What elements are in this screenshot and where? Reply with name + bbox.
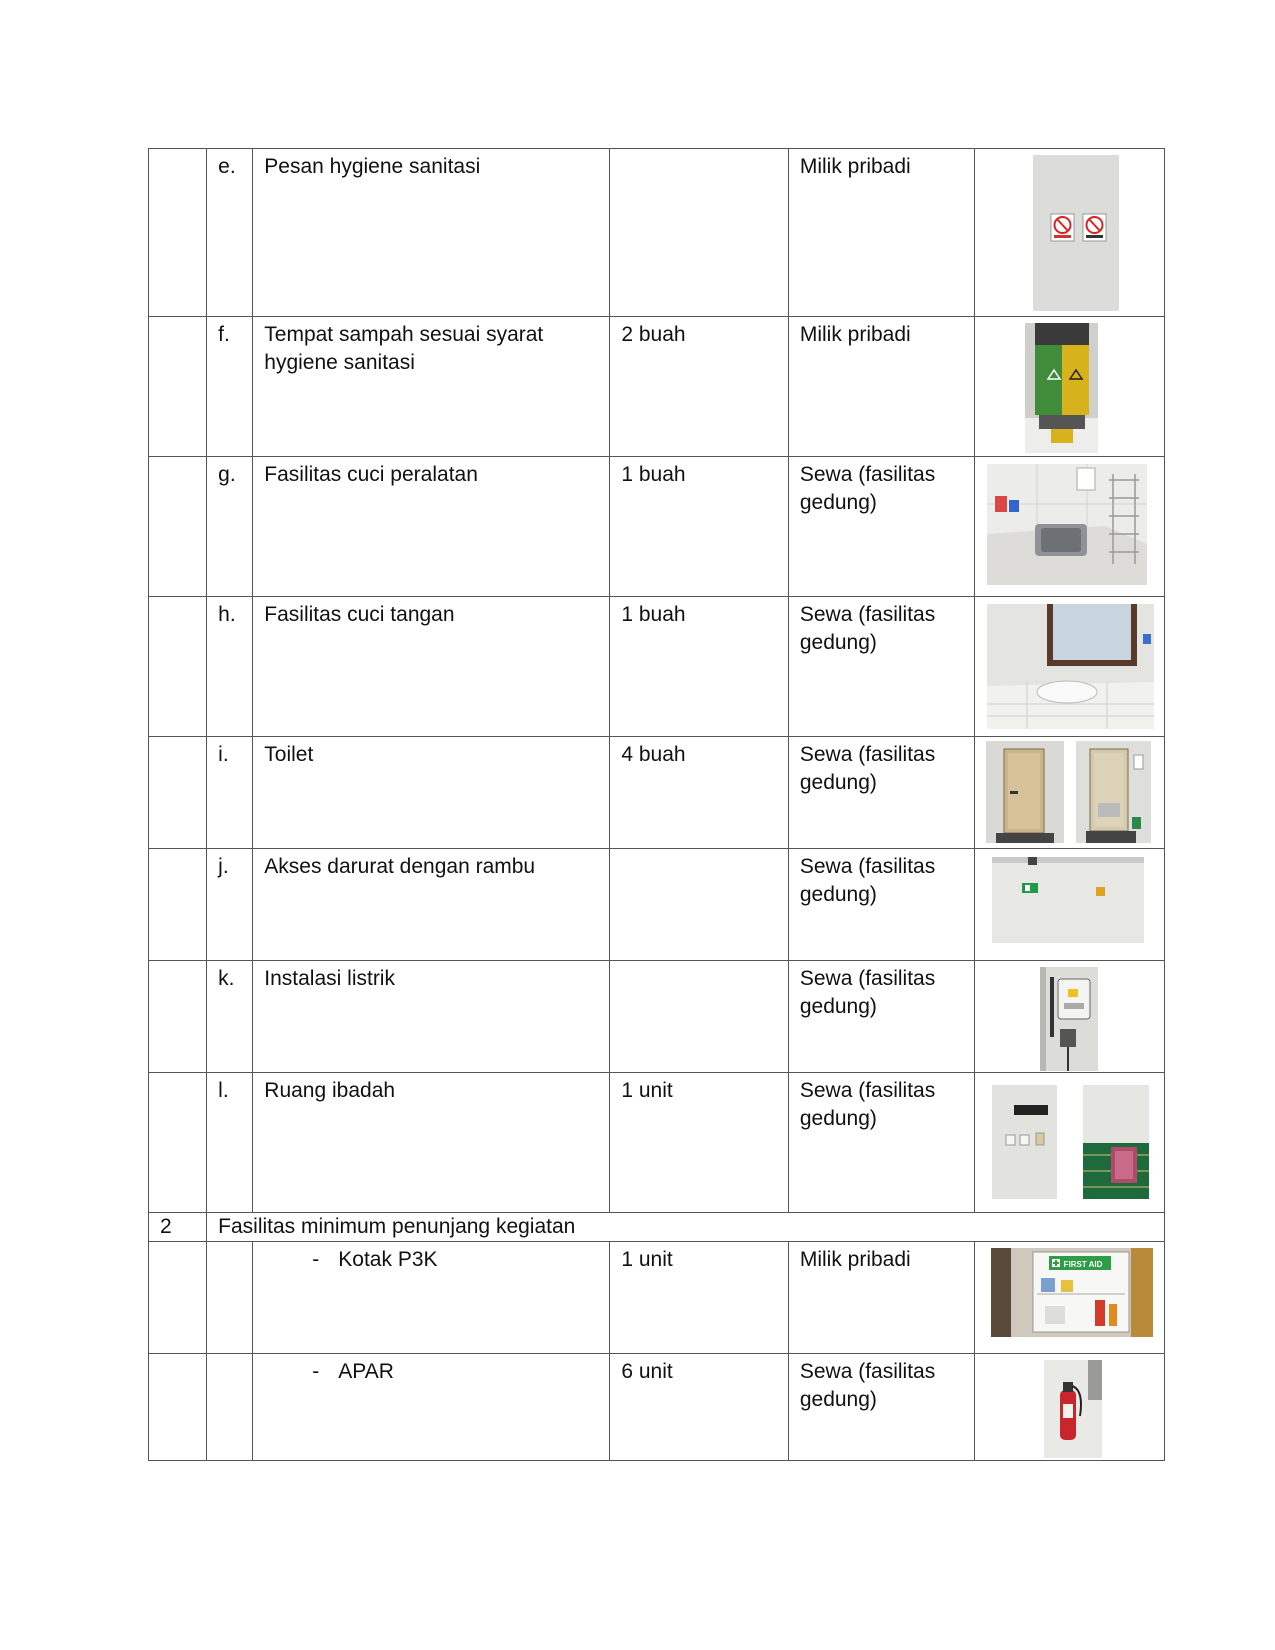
ownership-status: Milik pribadi xyxy=(799,1248,911,1271)
photo-cell xyxy=(975,737,1165,849)
item-quantity: 4 buah xyxy=(621,743,686,766)
table-row xyxy=(149,737,1165,849)
qty-cell xyxy=(610,1073,789,1213)
letter-cell xyxy=(207,149,253,317)
item-cell xyxy=(253,1242,610,1354)
table-row xyxy=(149,1242,1165,1354)
ownership-status: Milik pribadi xyxy=(799,155,911,178)
table-row xyxy=(149,457,1165,597)
status-cell xyxy=(788,1073,975,1213)
ownership-status: Sewa (fasilitas gedung) xyxy=(799,1079,936,1130)
prayer-room-photo xyxy=(1083,1085,1149,1199)
table-row xyxy=(149,961,1165,1073)
item-quantity xyxy=(610,849,788,853)
prayer-room-photo xyxy=(992,1085,1057,1199)
item-name: Fasilitas cuci peralatan xyxy=(264,463,478,486)
number-cell xyxy=(149,317,207,457)
photo-cell xyxy=(975,1073,1165,1213)
row-letter: i. xyxy=(218,743,229,766)
row-letter: e. xyxy=(218,155,236,178)
item-quantity: 2 buah xyxy=(621,323,686,346)
qty-cell xyxy=(610,849,789,961)
status-cell xyxy=(788,1242,975,1354)
ownership-status: Milik pribadi xyxy=(799,323,911,346)
trash-bin-photo xyxy=(1025,323,1098,453)
item-name: Fasilitas cuci tangan xyxy=(264,603,455,626)
photo-cell xyxy=(975,1354,1165,1461)
ownership-status: Sewa (fasilitas gedung) xyxy=(799,967,936,1018)
ownership-status: Sewa (fasilitas gedung) xyxy=(799,855,936,906)
item-quantity: 1 buah xyxy=(621,463,686,486)
letter-cell xyxy=(207,737,253,849)
row-letter: h. xyxy=(218,603,236,626)
letter-cell xyxy=(207,1354,253,1461)
item-name: Kotak P3K xyxy=(338,1248,438,1271)
facility-table xyxy=(148,148,1165,1461)
letter-cell xyxy=(207,597,253,737)
qty-cell xyxy=(610,149,789,317)
dish-sink-photo xyxy=(987,464,1147,585)
item-quantity: 1 unit xyxy=(621,1079,673,1102)
photo-cell xyxy=(975,457,1165,597)
item-cell xyxy=(253,1073,610,1213)
qty-cell xyxy=(610,1242,789,1354)
table-row xyxy=(149,1073,1165,1213)
item-cell xyxy=(253,849,610,961)
item-cell xyxy=(253,317,610,457)
qty-cell xyxy=(610,1354,789,1461)
number-cell xyxy=(149,1242,207,1354)
section-number-cell xyxy=(149,1213,207,1242)
number-cell xyxy=(149,737,207,849)
status-cell xyxy=(788,597,975,737)
section-row xyxy=(149,1213,1165,1242)
item-name: Tempat sampah sesuai syarat hygiene sanitasi xyxy=(264,323,544,374)
photo-cell xyxy=(975,597,1165,737)
photo-cell xyxy=(975,961,1165,1073)
fire-extinguisher-photo xyxy=(1044,1360,1102,1458)
number-cell xyxy=(149,1073,207,1213)
item-quantity: 6 unit xyxy=(621,1360,673,1383)
letter-cell xyxy=(207,849,253,961)
toilet-door-photo xyxy=(986,741,1064,843)
number-cell xyxy=(149,457,207,597)
item-quantity xyxy=(610,149,788,153)
toilet-door-photo xyxy=(1076,741,1151,843)
number-cell xyxy=(149,849,207,961)
item-name: Ruang ibadah xyxy=(264,1079,396,1102)
hygiene-sign-photo xyxy=(1033,155,1119,311)
item-cell xyxy=(253,597,610,737)
first-aid-label: FIRST AID xyxy=(1063,1260,1103,1269)
ownership-status: Sewa (fasilitas gedung) xyxy=(799,463,936,514)
status-cell xyxy=(788,737,975,849)
table-row xyxy=(149,597,1165,737)
qty-cell xyxy=(610,737,789,849)
table-row xyxy=(149,149,1165,317)
letter-cell xyxy=(207,961,253,1073)
ownership-status: Sewa (fasilitas gedung) xyxy=(799,743,936,794)
item-name: Akses darurat dengan rambu xyxy=(264,855,536,878)
section-title-cell xyxy=(207,1213,1165,1242)
item-cell xyxy=(253,457,610,597)
qty-cell xyxy=(610,457,789,597)
row-letter: j. xyxy=(218,855,229,878)
table-row xyxy=(149,1354,1165,1461)
photo-cell xyxy=(975,317,1165,457)
first-aid-box-photo xyxy=(991,1248,1153,1337)
item-cell xyxy=(253,961,610,1073)
ownership-status: Sewa (fasilitas gedung) xyxy=(799,1360,936,1411)
letter-cell xyxy=(207,1242,253,1354)
number-cell xyxy=(149,149,207,317)
item-name: Instalasi listrik xyxy=(264,967,395,990)
row-letter: k. xyxy=(218,967,235,990)
row-letter: f. xyxy=(218,323,230,346)
section-title: Fasilitas minimum penunjang kegiatan xyxy=(218,1215,576,1238)
status-cell xyxy=(788,457,975,597)
row-letter: l. xyxy=(218,1079,229,1102)
electric-panel-photo xyxy=(1040,967,1098,1071)
item-cell xyxy=(253,1354,610,1461)
letter-cell xyxy=(207,457,253,597)
section-number: 2 xyxy=(160,1215,172,1238)
status-cell xyxy=(788,317,975,457)
letter-cell xyxy=(207,1073,253,1213)
letter-cell xyxy=(207,317,253,457)
table-row xyxy=(149,849,1165,961)
photo-cell xyxy=(975,149,1165,317)
row-letter: g. xyxy=(218,463,236,486)
status-cell xyxy=(788,961,975,1073)
item-name: Toilet xyxy=(264,743,314,766)
bullet-dash: - xyxy=(312,1360,320,1383)
item-cell xyxy=(253,737,610,849)
number-cell xyxy=(149,597,207,737)
item-quantity: 1 unit xyxy=(621,1248,673,1271)
photo-cell xyxy=(975,849,1165,961)
ownership-status: Sewa (fasilitas gedung) xyxy=(799,603,936,654)
number-cell xyxy=(149,1354,207,1461)
photo-cell xyxy=(975,1242,1165,1354)
status-cell xyxy=(788,149,975,317)
qty-cell xyxy=(610,597,789,737)
status-cell xyxy=(788,1354,975,1461)
item-name: Pesan hygiene sanitasi xyxy=(264,155,481,178)
item-cell xyxy=(253,149,610,317)
qty-cell xyxy=(610,961,789,1073)
table-row xyxy=(149,317,1165,457)
item-quantity xyxy=(610,961,788,965)
number-cell xyxy=(149,961,207,1073)
item-quantity: 1 buah xyxy=(621,603,686,626)
bullet-dash: - xyxy=(312,1248,320,1271)
item-name: APAR xyxy=(338,1360,394,1383)
emergency-sign-photo xyxy=(992,857,1144,943)
status-cell xyxy=(788,849,975,961)
qty-cell xyxy=(610,317,789,457)
hand-wash-photo xyxy=(987,604,1154,729)
